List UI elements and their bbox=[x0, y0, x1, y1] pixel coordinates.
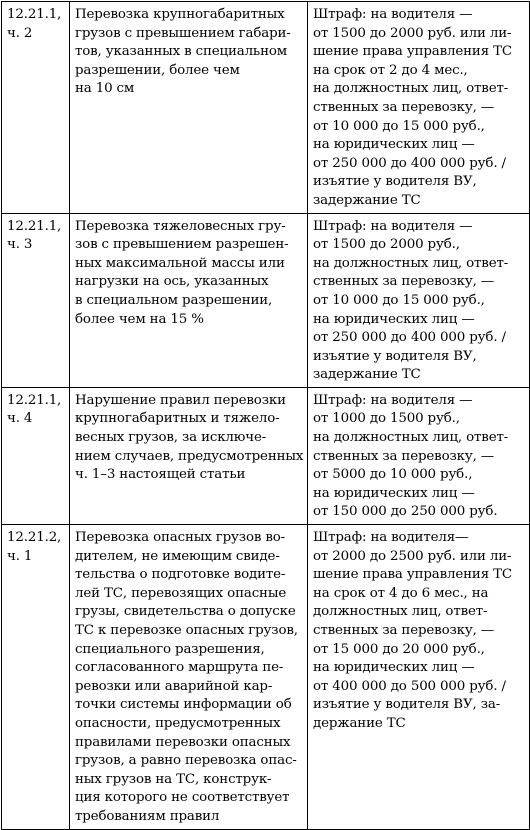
text-line: нагрузки на ось, указанных bbox=[75, 274, 269, 290]
text-line: согласованного маршрута пе- bbox=[75, 660, 284, 676]
article-cell bbox=[2, 525, 70, 830]
description-cell bbox=[70, 525, 308, 830]
text-line: задержание ТС bbox=[313, 367, 421, 383]
text-line: изъятие у водителя ВУ, за- bbox=[313, 697, 501, 713]
text-line: тов, указанных в специальном bbox=[75, 44, 288, 60]
text-line: ственных за перевозку, — bbox=[313, 274, 495, 290]
text-line: задержание ТС bbox=[313, 192, 421, 208]
text-line: на юридических лиц — bbox=[313, 137, 475, 153]
text-line: шение права управления ТС bbox=[313, 567, 512, 583]
text-line: грузы, свидетельства о допуске bbox=[75, 604, 296, 620]
text-line: на срок от 2 до 4 мес., bbox=[313, 62, 468, 78]
text-line: от 1500 до 2000 руб. или ли- bbox=[313, 25, 512, 41]
text-line: от 1000 до 1500 руб., bbox=[313, 411, 460, 427]
text-line: Штраф: на водителя — bbox=[313, 218, 473, 234]
text-line: ция которого не соответствует bbox=[75, 790, 290, 806]
article-cell bbox=[2, 2, 70, 214]
text-line: изъятие у водителя ВУ, bbox=[313, 174, 477, 190]
text-line: правилами перевозки опасных bbox=[75, 734, 291, 750]
text-line: от 150 000 до 250 000 руб. bbox=[313, 504, 498, 520]
penalties-table bbox=[1, 1, 530, 830]
text-line: Штраф: на водителя — bbox=[313, 7, 473, 22]
text-line: дителем, не имеющим свиде- bbox=[75, 548, 280, 564]
text-line: ных максимальной массы или bbox=[75, 255, 285, 271]
text-line: 12.21.1, bbox=[7, 218, 62, 234]
text-line: ственных за перевозку, — bbox=[313, 99, 495, 115]
text-line: нием случаев, предусмотренных bbox=[75, 448, 304, 464]
text-line: ч. 3 bbox=[7, 237, 33, 253]
text-line: от 250 000 до 400 000 руб. / bbox=[313, 155, 506, 171]
text-line: изъятие у водителя ВУ, bbox=[313, 348, 477, 364]
text-line: в специальном разрешении, bbox=[75, 292, 273, 308]
text-line: Перевозка крупногабаритных bbox=[75, 7, 285, 22]
text-line: ч. 4 bbox=[7, 411, 33, 427]
text-line: должностных лиц, ответ- bbox=[313, 604, 488, 620]
text-line: лей ТС, перевозящих опасные bbox=[75, 585, 287, 601]
text-line: 12.21.2, bbox=[7, 530, 62, 546]
penalty-cell bbox=[308, 2, 530, 214]
text-line: от 2000 до 2500 руб. или ли- bbox=[313, 548, 512, 564]
text-line: Перевозка опасных грузов во- bbox=[75, 530, 286, 546]
article-cell bbox=[2, 387, 70, 524]
text-line: на должностных лиц, ответ- bbox=[313, 81, 509, 97]
text-line: ч. 1–3 настоящей статьи bbox=[75, 467, 246, 483]
text-line: зов с превышением разрешен- bbox=[75, 237, 289, 253]
text-line: от 250 000 до 400 000 руб. / bbox=[313, 330, 506, 346]
text-line: Штраф: на водителя — bbox=[313, 392, 473, 408]
text-line: на юридических лиц — bbox=[313, 485, 475, 501]
text-line: ТС к перевозке опасных грузов, bbox=[75, 623, 298, 638]
text-line: весных грузов, за исключе- bbox=[75, 430, 267, 446]
text-line: на юридических лиц — bbox=[313, 311, 475, 327]
text-line: разрешении, более чем bbox=[75, 62, 240, 78]
table-row bbox=[2, 2, 530, 214]
text-line: Перевозка тяжеловесных гру- bbox=[75, 218, 286, 234]
penalty-cell bbox=[308, 525, 530, 830]
text-line: от 10 000 до 15 000 руб., bbox=[313, 118, 485, 134]
text-line: от 400 000 до 500 000 руб. / bbox=[313, 678, 506, 694]
text-line: держание ТС bbox=[313, 715, 406, 731]
text-line: опасности, предусмотренных bbox=[75, 715, 281, 731]
text-line: точки системы информации об bbox=[75, 697, 292, 713]
description-cell bbox=[70, 387, 308, 524]
text-line: на юридических лиц — bbox=[313, 660, 475, 676]
text-line: ревозки или аварийной кар- bbox=[75, 678, 273, 694]
penalty-cell bbox=[308, 387, 530, 524]
text-line: от 5000 до 10 000 руб., bbox=[313, 467, 473, 483]
text-line: ственных за перевозку, — bbox=[313, 623, 495, 638]
text-line: Нарушение правил перевозки bbox=[75, 392, 286, 408]
text-line: ч. 1 bbox=[7, 548, 33, 564]
text-line: от 10 000 до 15 000 руб., bbox=[313, 292, 485, 308]
text-line: 12.21.1, bbox=[7, 392, 62, 408]
text-line: Штраф: на водителя— bbox=[313, 530, 469, 546]
text-line: грузов, а равно перевозка опас- bbox=[75, 753, 297, 769]
text-line: тельства о подготовке водите- bbox=[75, 567, 286, 583]
text-line: более чем на 15 % bbox=[75, 311, 204, 327]
text-line: на срок от 4 до 6 мес., на bbox=[313, 585, 489, 601]
description-cell bbox=[70, 213, 308, 387]
penalty-cell bbox=[308, 213, 530, 387]
text-line: грузов с превышением габари- bbox=[75, 25, 291, 41]
article-cell bbox=[2, 213, 70, 387]
text-line: на должностных лиц, ответ- bbox=[313, 430, 509, 446]
text-line: ственных за перевозку, — bbox=[313, 448, 495, 464]
text-line: шение права управления ТС bbox=[313, 44, 512, 60]
text-line: на 10 см bbox=[75, 81, 135, 97]
description-cell bbox=[70, 2, 308, 214]
text-line: на должностных лиц, ответ- bbox=[313, 255, 509, 271]
table-row bbox=[2, 525, 530, 830]
text-line: от 1500 до 2000 руб., bbox=[313, 237, 460, 253]
text-line: крупногабаритных и тяжело- bbox=[75, 411, 280, 427]
text-line: ч. 2 bbox=[7, 25, 33, 41]
text-line: требованиям правил bbox=[75, 808, 220, 824]
text-line: ных грузов на ТС, конструк- bbox=[75, 771, 272, 787]
table-row bbox=[2, 387, 530, 524]
text-line: специального разрешения, bbox=[75, 641, 265, 657]
text-line: от 15 000 до 20 000 руб., bbox=[313, 641, 485, 657]
table-row bbox=[2, 213, 530, 387]
text-line: 12.21.1, bbox=[7, 7, 62, 22]
